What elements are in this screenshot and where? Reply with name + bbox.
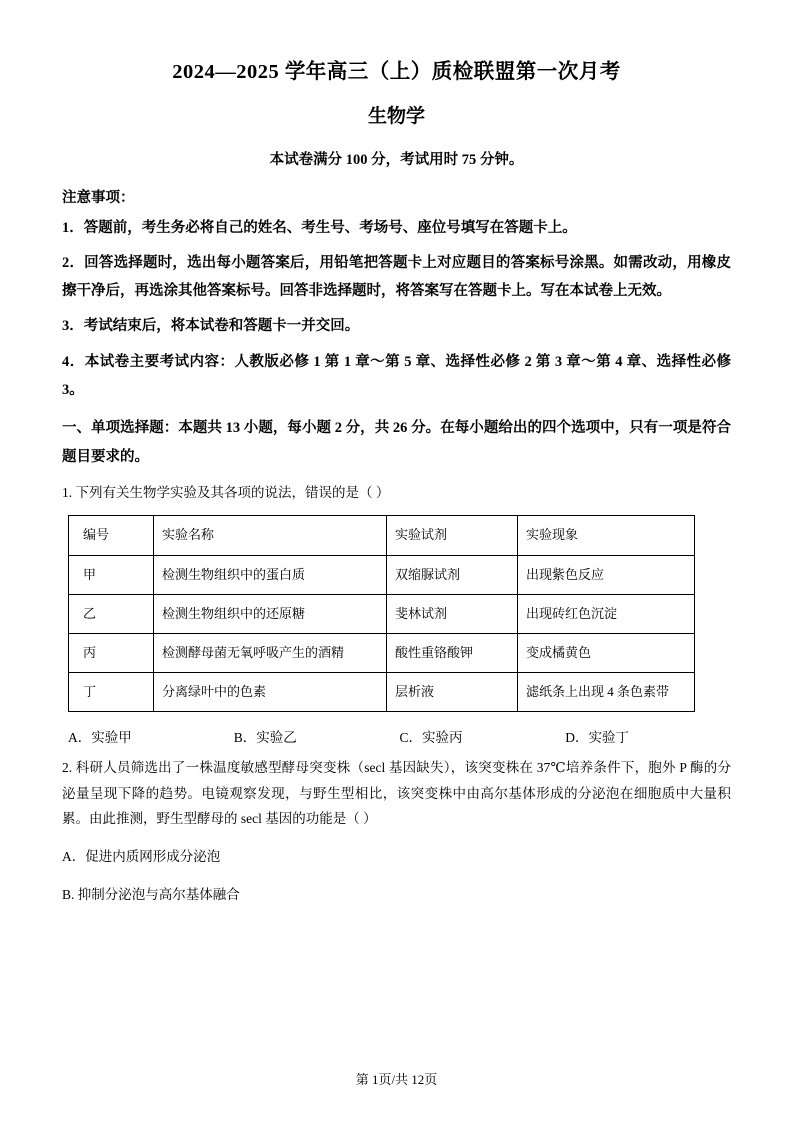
score-line: 本试卷满分 100 分，考试用时 75 分钟。 xyxy=(269,151,524,168)
table-header-cell: 编号 xyxy=(69,516,154,555)
question-1-option-d: D．实验丁 xyxy=(565,730,629,746)
table-cell: 双缩脲试剂 xyxy=(387,555,518,594)
notice-item-2: 2．回答选择题时，选出每小题答案后，用铅笔把答题卡上对应题目的答案标号涂黑。如需改动，用橡皮擦干净后，再选涂其他答案标号。回答非选择题时，将答案写在答题卡上。写在本试卷上无效。 xyxy=(62,254,731,300)
question-1-options xyxy=(68,726,731,746)
section-heading-one: 一、单项选择题：本题共 13 小题，每小题 2 分，共 26 分。在每小题给出的四个选项中，只有一项是符合题目要求的。 xyxy=(62,420,731,465)
question-1-stem: 1. 下列有关生物学实验及其各项的说法，错误的是（ ） xyxy=(62,484,390,500)
table-cell: 出现紫色反应 xyxy=(518,555,695,594)
table-row xyxy=(69,673,695,712)
question-2-option-a: A．促进内质网形成分泌泡 xyxy=(62,849,221,865)
notice-item-4: 4．本试卷主要考试内容：人教版必修 1 第 1 章～第 5 章、选择性必修 2 第 3 章～第 4 章、选择性必修 3。 xyxy=(62,353,731,399)
table-header-cell: 实验名称 xyxy=(154,516,387,555)
question-1-option-c: C．实验丙 xyxy=(399,730,463,746)
subject-title: 生物学 xyxy=(367,105,425,127)
table-header-cell: 实验试剂 xyxy=(387,516,518,555)
table-cell: 酸性重铬酸钾 xyxy=(387,633,518,672)
table-cell: 检测酵母菌无氧呼吸产生的酒精 xyxy=(154,633,387,672)
table-cell: 丙 xyxy=(69,633,154,672)
table-cell: 滤纸条上出现 4 条色素带 xyxy=(518,673,695,712)
table-cell: 变成橘黄色 xyxy=(518,633,695,672)
table-row xyxy=(69,555,695,594)
table-header-cell: 实验现象 xyxy=(518,516,695,555)
table-cell: 检测生物组织中的还原糖 xyxy=(154,594,387,633)
question-2-option-b: B. 抑制分泌泡与高尔基体融合 xyxy=(62,886,240,902)
table-header-row xyxy=(69,516,695,555)
table-cell: 检测生物组织中的蛋白质 xyxy=(154,555,387,594)
notice-heading: 注意事项： xyxy=(62,189,135,206)
notice-item-3: 3．考试结束后，将本试卷和答题卡一并交回。 xyxy=(62,318,360,335)
table-cell: 甲 xyxy=(69,555,154,594)
experiment-table xyxy=(68,515,695,712)
table-cell: 丁 xyxy=(69,673,154,712)
table-row xyxy=(69,594,695,633)
table-row xyxy=(69,633,695,672)
table-cell: 乙 xyxy=(69,594,154,633)
table-cell: 层析液 xyxy=(387,673,518,712)
question-1-option-b: B．实验乙 xyxy=(233,730,297,746)
table-cell: 分离绿叶中的色素 xyxy=(154,673,387,712)
table-cell: 出现砖红色沉淀 xyxy=(518,594,695,633)
page-footer: 第 1页/共 12页 xyxy=(355,1072,438,1087)
table-cell: 斐林试剂 xyxy=(387,594,518,633)
question-2-stem: 2. 科研人员筛选出了一株温度敏感型酵母突变株（secl 基因缺失），该突变株在 37℃培养条件下，胞外 P 酶的分泌量呈现下降的趋势。电镜观察发现，与野生型相比，该突变株中由高尔基体形成的分泌泡在细胞质中大量积累。由此推测，野生型酵母的 secl 基因的功能是（ ） xyxy=(62,760,731,827)
page-title: 2024—2025 学年高三（上）质检联盟第一次月考 xyxy=(172,61,621,83)
notice-item-1: 1．答题前，考生务必将自己的姓名、考生号、考场号、座位号填写在答题卡上。 xyxy=(62,219,577,236)
question-1-option-a: A．实验甲 xyxy=(68,730,132,746)
